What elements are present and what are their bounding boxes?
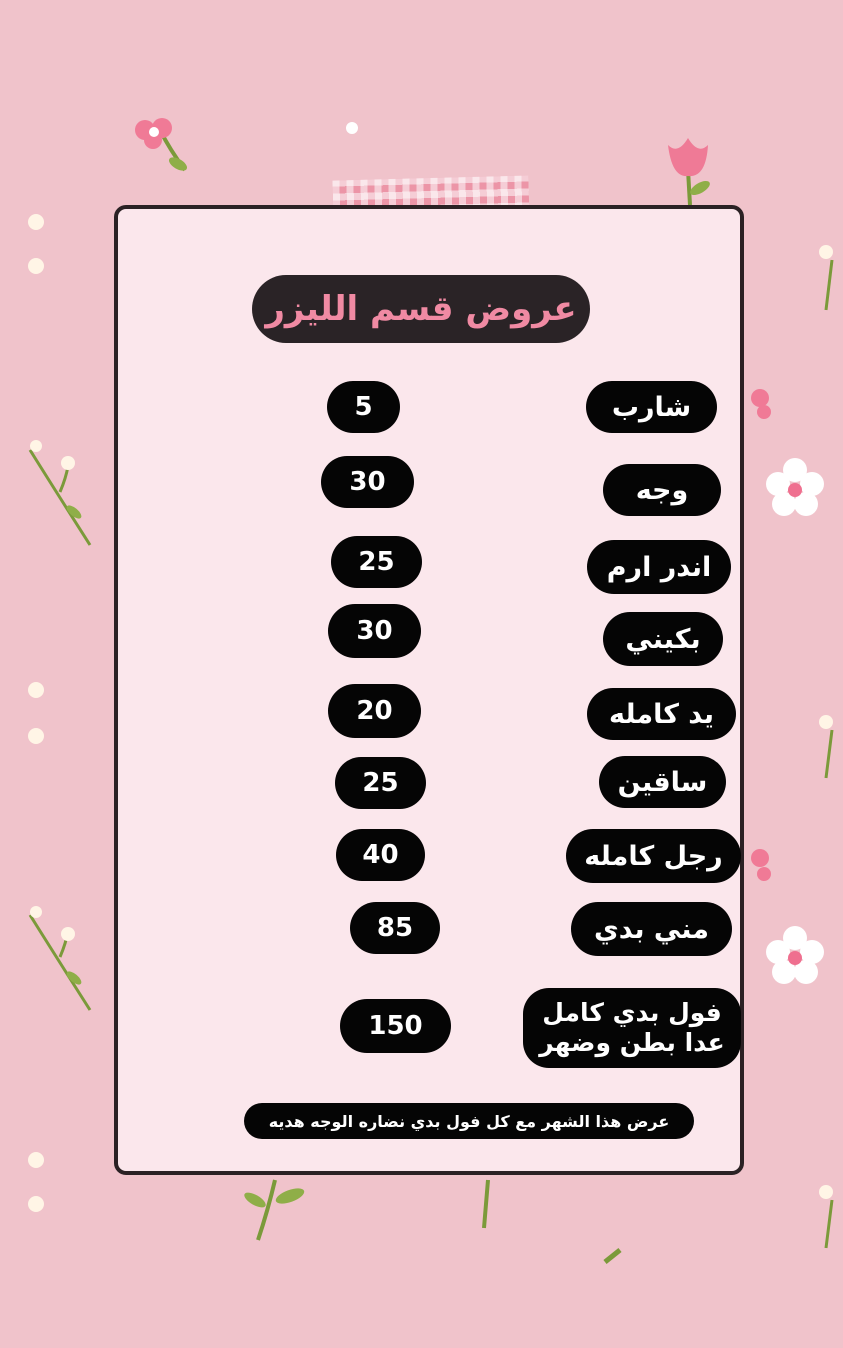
item-price: 25 xyxy=(331,536,422,588)
item-name-line: فول بدي كامل xyxy=(542,998,722,1027)
flower-sprig-icon xyxy=(30,906,90,1010)
item-price: 20 xyxy=(328,684,421,738)
item-price: 30 xyxy=(321,456,414,508)
item-price: 5 xyxy=(327,381,400,433)
item-name: ساقين xyxy=(599,756,726,808)
item-name-line: عدا بطن وضهر xyxy=(539,1028,725,1057)
leaf-stem-icon xyxy=(242,1180,306,1240)
item-name: يد كامله xyxy=(587,688,736,740)
item-price: 40 xyxy=(336,829,425,881)
item-price: 25 xyxy=(335,757,426,809)
flower-sprig-icon xyxy=(30,440,90,545)
item-name: شارب xyxy=(586,381,717,433)
offer-footer: عرض هذا الشهر مع كل فول بدي نضاره الوجه هديه xyxy=(244,1103,694,1139)
tulip-icon xyxy=(668,138,712,205)
item-price: 30 xyxy=(328,604,421,658)
flower-icon xyxy=(135,118,189,173)
flower-sprig-icon xyxy=(819,245,833,310)
page-title: عروض قسم الليزر xyxy=(252,275,590,343)
flower-sprig-icon xyxy=(819,715,833,778)
item-name: وجه xyxy=(603,464,721,516)
daisy-icon xyxy=(766,458,824,516)
item-name: بكيني xyxy=(603,612,723,666)
daisy-icon xyxy=(766,926,824,984)
flower-sprig-icon xyxy=(819,1185,833,1248)
item-name: مني بدي xyxy=(571,902,732,956)
item-name xyxy=(523,988,741,1068)
item-name: رجل كامله xyxy=(566,829,741,883)
item-price: 85 xyxy=(350,902,440,954)
item-price: 150 xyxy=(340,999,451,1053)
item-name: اندر ارم xyxy=(587,540,731,594)
